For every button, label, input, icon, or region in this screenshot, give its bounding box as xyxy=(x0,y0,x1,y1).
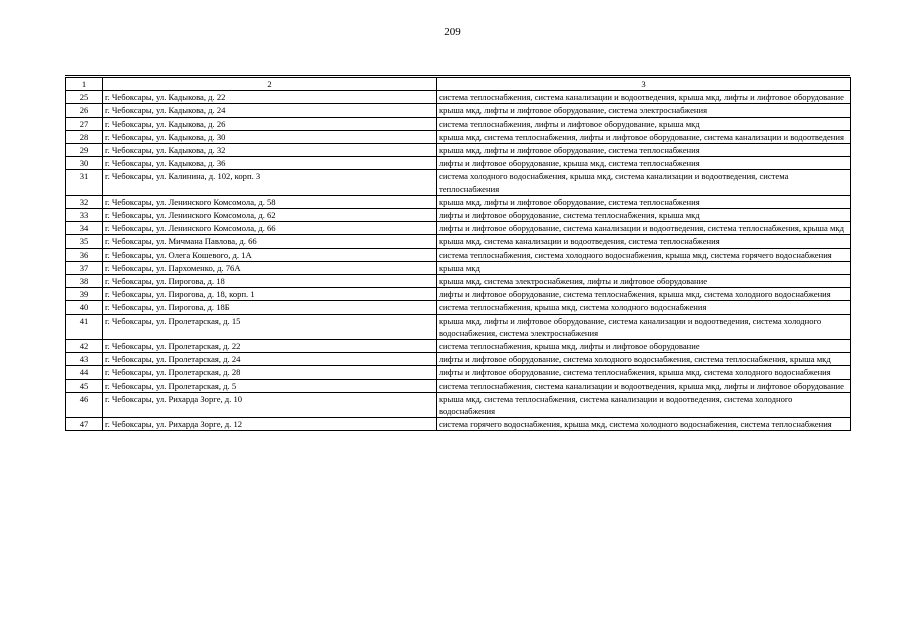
row-number: 47 xyxy=(66,418,103,431)
page-number: 209 xyxy=(444,26,461,38)
row-systems: крыша мкд, система теплоснабжения, лифты и лифтовое оборудование, система канализации и водоотведения xyxy=(437,130,851,143)
table-row xyxy=(66,144,851,157)
row-address: г. Чебоксары, ул. Пролетарская, д. 24 xyxy=(103,353,437,366)
table-row xyxy=(66,235,851,248)
row-systems: крыша мкд xyxy=(437,261,851,274)
row-systems: лифты и лифтовое оборудование, система теплоснабжения, крыша мкд xyxy=(437,209,851,222)
row-address: г. Чебоксары, ул. Кадыкова, д. 24 xyxy=(103,104,437,117)
row-number: 34 xyxy=(66,222,103,235)
row-address: г. Чебоксары, ул. Кадыкова, д. 36 xyxy=(103,157,437,170)
table-row xyxy=(66,170,851,195)
table-row xyxy=(66,301,851,314)
row-number: 40 xyxy=(66,301,103,314)
row-number: 37 xyxy=(66,261,103,274)
row-number: 46 xyxy=(66,392,103,417)
header-col-2: 2 xyxy=(103,78,437,91)
row-number: 33 xyxy=(66,209,103,222)
row-address: г. Чебоксары, ул. Пирогова, д. 18, корп. 1 xyxy=(103,288,437,301)
row-address: г. Чебоксары, ул. Пирогова, д. 18 xyxy=(103,275,437,288)
row-number: 41 xyxy=(66,314,103,339)
row-number: 42 xyxy=(66,340,103,353)
table-row xyxy=(66,157,851,170)
table-row xyxy=(66,261,851,274)
register-table xyxy=(65,77,851,431)
table-row xyxy=(66,104,851,117)
row-systems: система теплоснабжения, система канализации и водоотведения, крыша мкд, лифты и лифтовое оборудование xyxy=(437,379,851,392)
row-address: г. Чебоксары, ул. Мичмана Павлова, д. 66 xyxy=(103,235,437,248)
row-systems: лифты и лифтовое оборудование, система теплоснабжения, крыша мкд, система холодного водоснабжения xyxy=(437,366,851,379)
table-row xyxy=(66,353,851,366)
row-systems: система горячего водоснабжения, крыша мкд, система холодного водоснабжения, система теплоснабжения xyxy=(437,418,851,431)
row-number: 35 xyxy=(66,235,103,248)
header-col-1: 1 xyxy=(66,78,103,91)
row-systems: крыша мкд, система теплоснабжения, система канализации и водоотведения, система холодного водоснабжения xyxy=(437,392,851,417)
table-row xyxy=(66,248,851,261)
row-address: г. Чебоксары, ул. Ленинского Комсомола, д. 66 xyxy=(103,222,437,235)
row-systems: крыша мкд, лифты и лифтовое оборудование, система канализации и водоотведения, система холодного водоснабжения, система электроснабжения xyxy=(437,314,851,339)
row-systems: крыша мкд, система канализации и водоотведения, система теплоснабжения xyxy=(437,235,851,248)
table-row xyxy=(66,314,851,339)
row-address: г. Чебоксары, ул. Пролетарская, д. 5 xyxy=(103,379,437,392)
table-row xyxy=(66,91,851,104)
row-number: 44 xyxy=(66,366,103,379)
table-row xyxy=(66,130,851,143)
row-systems: лифты и лифтовое оборудование, система теплоснабжения, крыша мкд, система холодного водоснабжения xyxy=(437,288,851,301)
row-systems: система теплоснабжения, крыша мкд, система холодного водоснабжения xyxy=(437,301,851,314)
row-address: г. Чебоксары, ул. Рихарда Зорге, д. 10 xyxy=(103,392,437,417)
row-systems: лифты и лифтовое оборудование, система холодного водоснабжения, система теплоснабжения, крыша мкд xyxy=(437,353,851,366)
row-address: г. Чебоксары, ул. Ленинского Комсомола, д. 58 xyxy=(103,195,437,208)
row-address: г. Чебоксары, ул. Олега Кошевого, д. 1А xyxy=(103,248,437,261)
row-number: 32 xyxy=(66,195,103,208)
row-systems: система теплоснабжения, лифты и лифтовое оборудование, крыша мкд xyxy=(437,117,851,130)
table-row xyxy=(66,209,851,222)
row-number: 43 xyxy=(66,353,103,366)
row-systems: крыша мкд, лифты и лифтовое оборудование, система электроснабжения xyxy=(437,104,851,117)
table-row xyxy=(66,222,851,235)
row-address: г. Чебоксары, ул. Калинина, д. 102, корп. 3 xyxy=(103,170,437,195)
row-systems: крыша мкд, лифты и лифтовое оборудование, система теплоснабжения xyxy=(437,144,851,157)
header-col-3: 3 xyxy=(437,78,851,91)
table-top-rule xyxy=(65,75,850,76)
table-row xyxy=(66,379,851,392)
row-number: 36 xyxy=(66,248,103,261)
row-address: г. Чебоксары, ул. Пролетарская, д. 28 xyxy=(103,366,437,379)
row-number: 25 xyxy=(66,91,103,104)
row-systems: крыша мкд, система электроснабжения, лифты и лифтовое оборудование xyxy=(437,275,851,288)
row-number: 39 xyxy=(66,288,103,301)
row-number: 45 xyxy=(66,379,103,392)
row-systems: крыша мкд, лифты и лифтовое оборудование, система теплоснабжения xyxy=(437,195,851,208)
table-row xyxy=(66,195,851,208)
row-address: г. Чебоксары, ул. Ленинского Комсомола, д. 62 xyxy=(103,209,437,222)
table-row xyxy=(66,418,851,431)
row-number: 29 xyxy=(66,144,103,157)
row-systems: лифты и лифтовое оборудование, крыша мкд, система теплоснабжения xyxy=(437,157,851,170)
table-row xyxy=(66,340,851,353)
row-address: г. Чебоксары, ул. Кадыкова, д. 22 xyxy=(103,91,437,104)
row-systems: система теплоснабжения, крыша мкд, лифты и лифтовое оборудование xyxy=(437,340,851,353)
row-number: 27 xyxy=(66,117,103,130)
row-address: г. Чебоксары, ул. Пархоменко, д. 76А xyxy=(103,261,437,274)
row-address: г. Чебоксары, ул. Пролетарская, д. 22 xyxy=(103,340,437,353)
row-number: 26 xyxy=(66,104,103,117)
row-number: 38 xyxy=(66,275,103,288)
table-row xyxy=(66,392,851,417)
row-address: г. Чебоксары, ул. Пролетарская, д. 15 xyxy=(103,314,437,339)
table-row xyxy=(66,288,851,301)
table-header-row xyxy=(66,78,851,91)
row-address: г. Чебоксары, ул. Рихарда Зорге, д. 12 xyxy=(103,418,437,431)
table-row xyxy=(66,366,851,379)
row-systems: лифты и лифтовое оборудование, система канализации и водоотведения, система теплоснабжения, крыша мкд xyxy=(437,222,851,235)
row-address: г. Чебоксары, ул. Кадыкова, д. 26 xyxy=(103,117,437,130)
row-systems: система теплоснабжения, система канализации и водоотведения, крыша мкд, лифты и лифтовое оборудование xyxy=(437,91,851,104)
row-address: г. Чебоксары, ул. Кадыкова, д. 30 xyxy=(103,130,437,143)
table-row xyxy=(66,117,851,130)
row-number: 31 xyxy=(66,170,103,195)
row-number: 30 xyxy=(66,157,103,170)
row-systems: система теплоснабжения, система холодного водоснабжения, крыша мкд, система горячего водоснабжения xyxy=(437,248,851,261)
register-table-body xyxy=(66,78,851,431)
row-address: г. Чебоксары, ул. Кадыкова, д. 32 xyxy=(103,144,437,157)
table-row xyxy=(66,275,851,288)
row-address: г. Чебоксары, ул. Пирогова, д. 18Б xyxy=(103,301,437,314)
row-number: 28 xyxy=(66,130,103,143)
row-systems: система холодного водоснабжения, крыша мкд, система канализации и водоотведения, система теплоснабжения xyxy=(437,170,851,195)
